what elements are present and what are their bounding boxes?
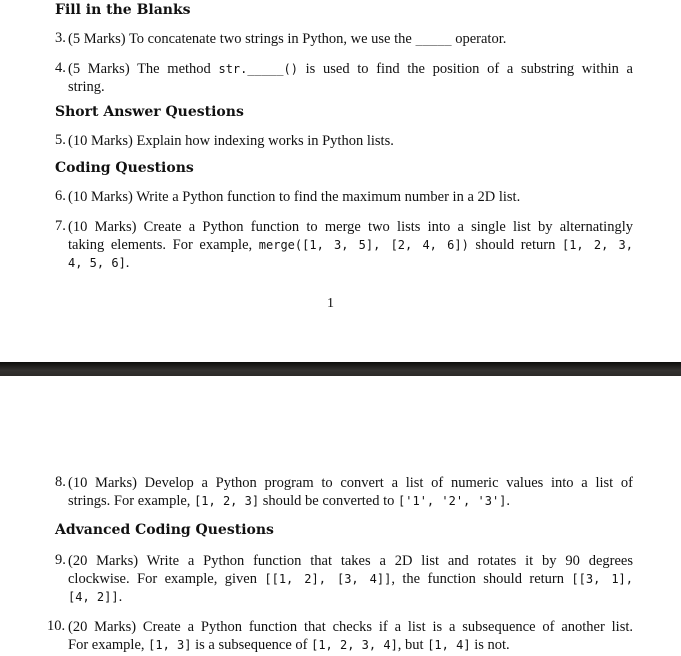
question-line [68,570,633,588]
question-text: For example, [68,637,149,653]
question-line [68,132,394,150]
question-number: 5. [55,132,66,148]
question-line [68,60,633,78]
question-number: 7. [55,218,66,234]
section-heading-coding: Coding Questions [55,160,194,176]
inline-code: [[1, 2], [3, 4]] [264,572,392,586]
question-text: should be converted to [259,493,399,509]
question-number: 9. [55,552,66,568]
question-text: . [118,589,123,605]
section-heading-advanced-coding: Advanced Coding Questions [55,522,274,538]
page-separator [0,362,681,376]
question-text: (5 Marks) The method [68,61,219,77]
question-text: (10 Marks) Explain how indexing works in Python lists. [68,133,394,149]
section-heading-fill-in-blanks: Fill in the Blanks [55,2,191,18]
section-heading-short-answer: Short Answer Questions [55,104,244,120]
question-text: (10 Marks) Create a Python function to merge two lists into a single list by alternatingly [68,219,633,235]
question-line [68,474,633,492]
question-line [68,636,510,654]
inline-code: [1, 2, 3, 4] [311,638,398,652]
question-number: 10. [47,618,66,634]
question-line [68,78,105,96]
inline-code: [[3, 1], [571,572,633,586]
inline-code: [4, 2]] [68,590,119,604]
question-text: , the function should return [391,571,572,587]
question-text: is not. [470,637,510,653]
question-text: taking elements. For example, [68,237,259,253]
question-text: clockwise. For example, given [68,571,265,587]
question-line [68,618,633,636]
inline-code: [1, 4] [427,638,471,652]
question-text: . [506,493,511,509]
question-text: string. [68,79,105,95]
question-text: operator. [451,31,507,47]
question-line [68,218,633,236]
question-line [68,236,633,254]
question-number: 8. [55,474,66,490]
question-text: (20 Marks) Write a Python function that takes a 2D list and rotates it by 90 degrees [68,553,633,569]
inline-code: [1, 2, 3, [561,238,633,252]
question-text: (5 Marks) To concatenate two strings in Python, we use the [68,31,416,47]
question-text: (20 Marks) Create a Python function that checks if a list is a subsequence of another list. [68,619,633,635]
question-line [68,30,506,48]
question-line [68,588,122,606]
question-line [68,492,510,510]
question-line [68,188,520,206]
question-number: 6. [55,188,66,204]
inline-code: _____ [415,32,452,46]
inline-code: [1, 2, 3] [194,494,260,508]
inline-code: merge([1, 3, 5], [2, 4, 6]) [258,238,469,252]
question-line [68,254,129,272]
question-text: should return [468,237,562,253]
question-text: is used to find the position of a substring within a [297,61,633,77]
question-number: 4. [55,60,66,76]
inline-code: [1, 3] [148,638,192,652]
inline-code: str._____() [218,62,298,76]
question-text: (10 Marks) Develop a Python program to convert a list of numeric values into a list of [68,475,633,491]
question-text: . [125,255,130,271]
question-text: (10 Marks) Write a Python function to find the maximum number in a 2D list. [68,189,521,205]
question-text: is a subsequence of [191,637,312,653]
question-line [68,552,633,570]
question-number: 3. [55,30,66,46]
inline-code: ['1', '2', '3'] [398,494,507,508]
question-text: strings. For example, [68,493,195,509]
page-number: 1 [327,296,334,311]
question-text: , but [397,637,428,653]
inline-code: 4, 5, 6] [68,256,126,270]
